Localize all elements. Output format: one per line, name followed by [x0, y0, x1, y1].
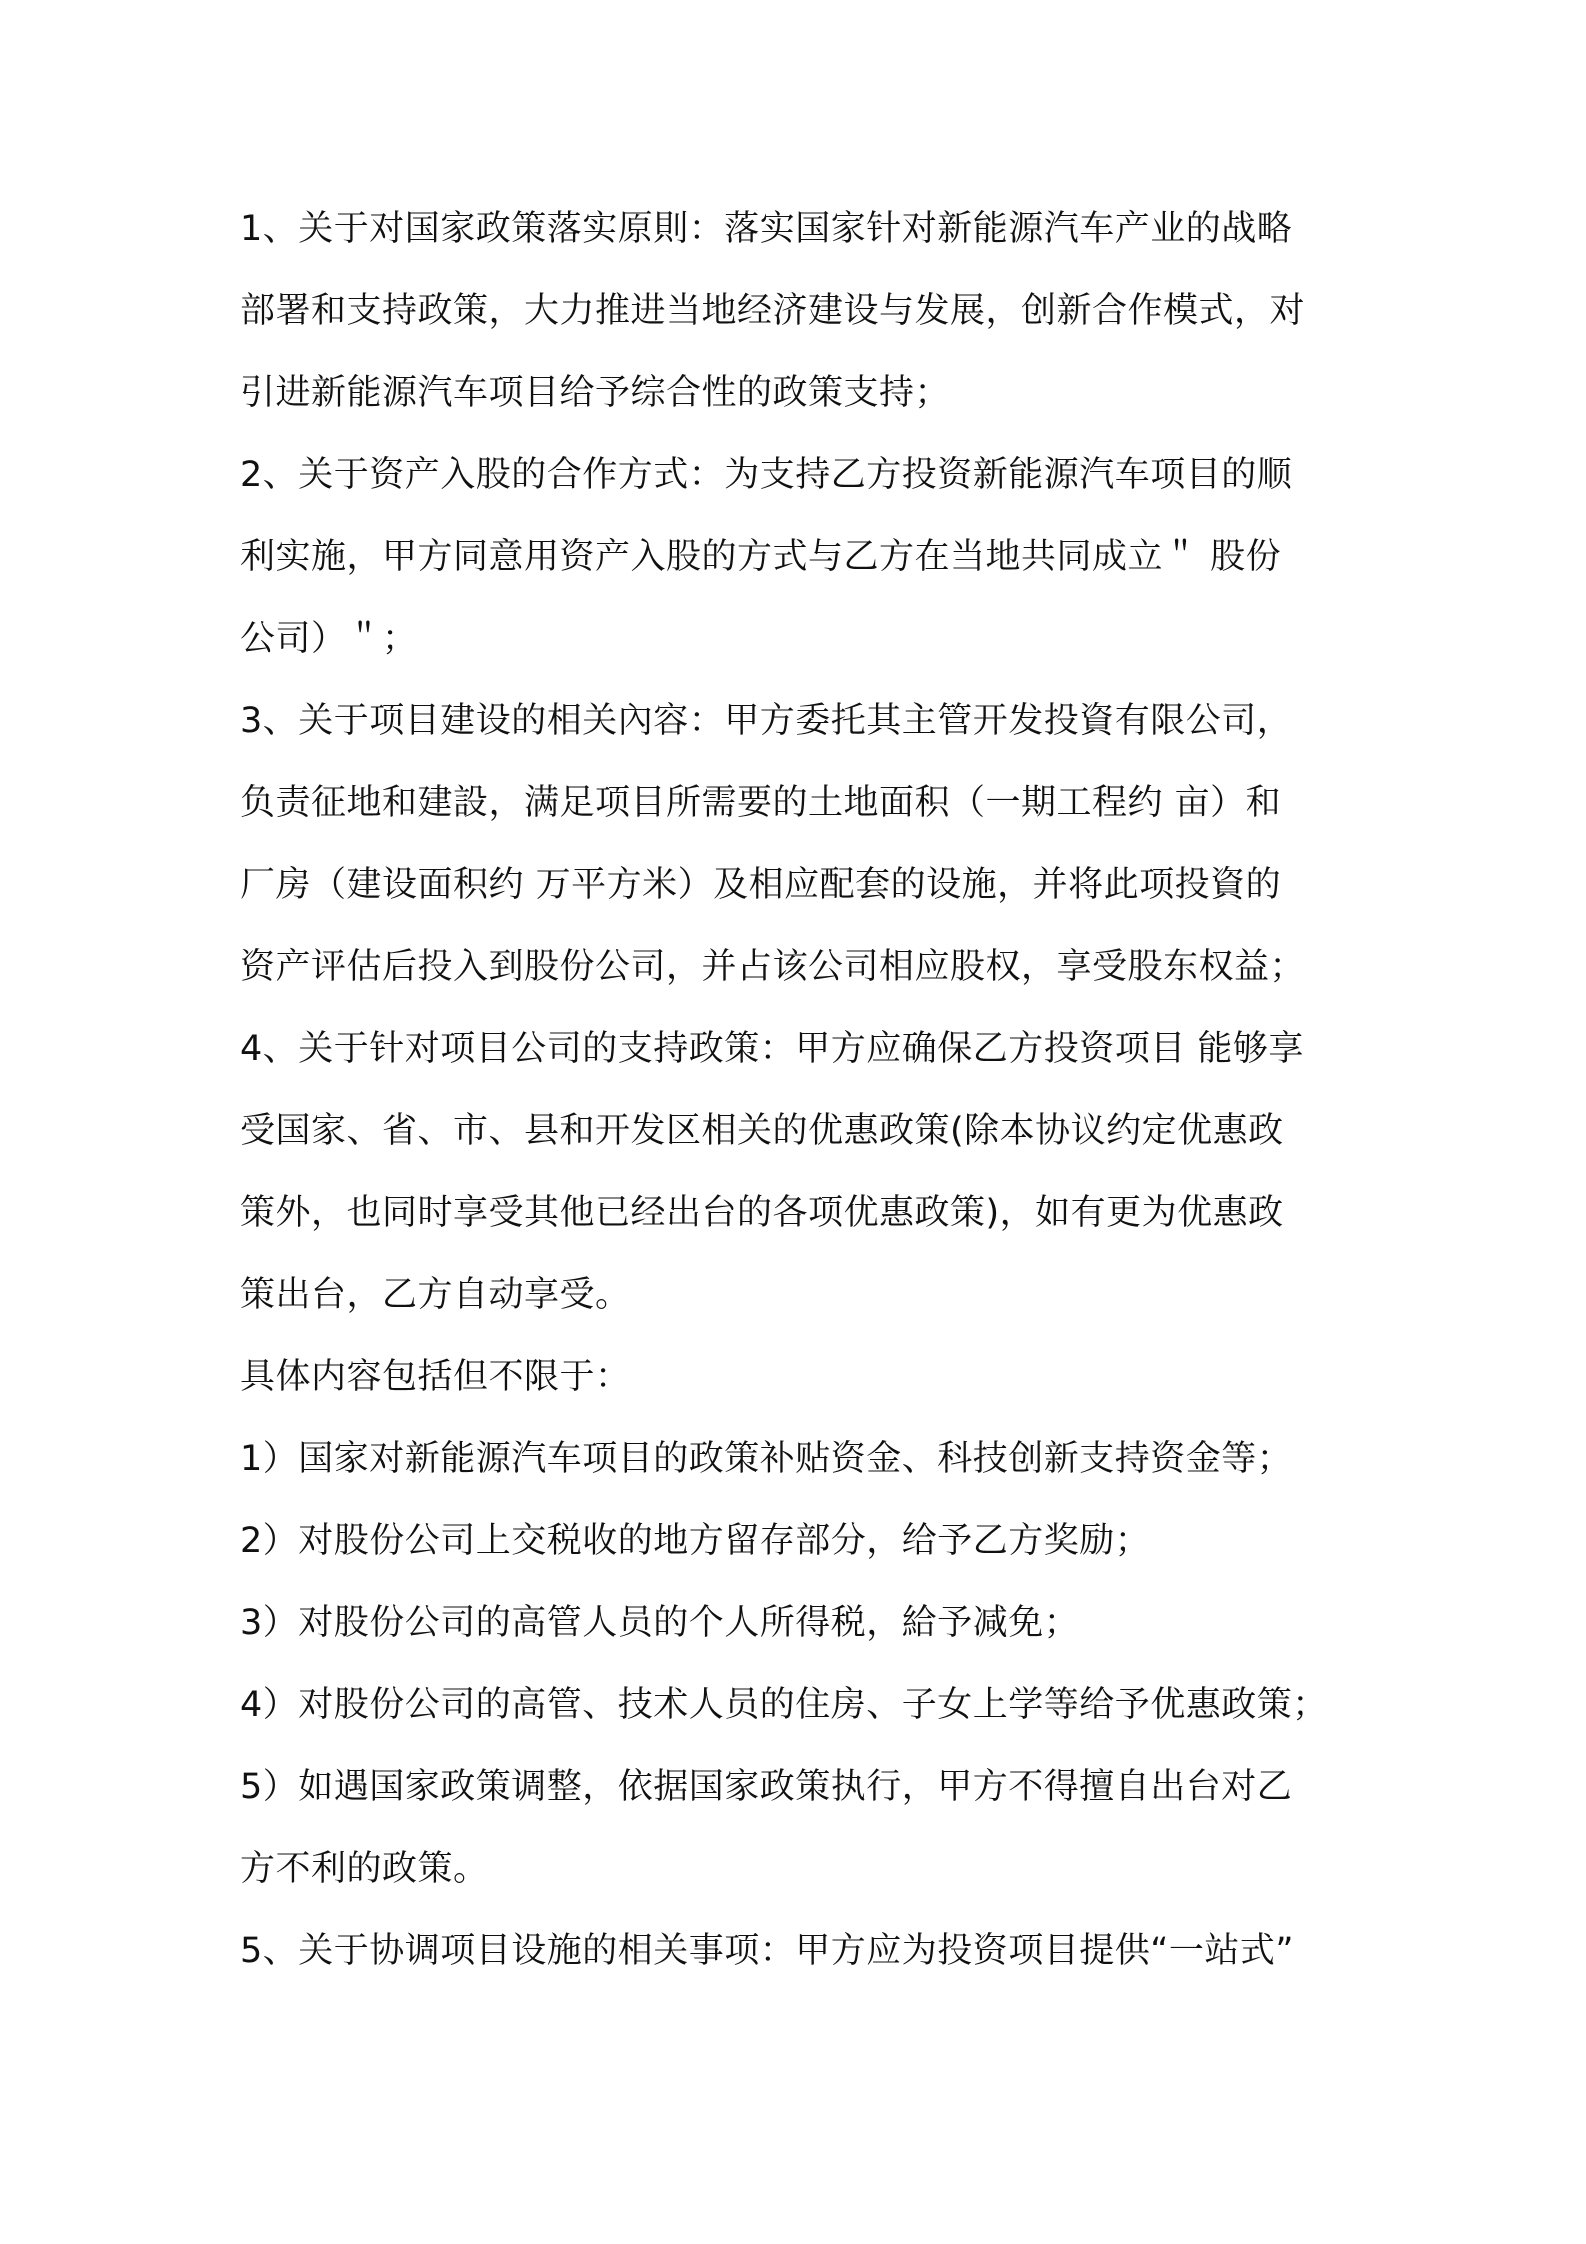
clause-1-line-3: 引进新能源汽车项目给予综合性的政策支持；	[240, 373, 951, 413]
clause-2-line-3: 公司）＂；	[240, 619, 418, 659]
clause-4-line-4: 策出台，乙方自动享受。	[240, 1275, 631, 1315]
clause-3-line-1: 3、关于项目建设的相关內容：甲方委托其主管开发投資有限公司，	[240, 701, 1293, 741]
clause-3-line-2: 负责征地和建設，满足项目所需要的土地面积（一期工程约 亩）和	[240, 783, 1282, 823]
sub-item-3: 3）对股份公司的高管人员的个人所得税，給予减免；	[240, 1603, 1080, 1643]
document-body	[240, 188, 1360, 1992]
specific-content-heading: 具体内容包括但不限于：	[240, 1357, 631, 1397]
clause-4-line-2: 受国家、省、市、县和开发区相关的优惠政策(除本协议约定优惠政	[240, 1111, 1284, 1151]
sub-item-1: 1）国家对新能源汽车项目的政策补贴资金、科技创新支持资金等；	[240, 1439, 1293, 1479]
sub-item-4: 4）对股份公司的高管、技术人员的住房、子女上学等给予优惠政策；	[240, 1685, 1328, 1725]
clause-1-line-1: 1、关于对国家政策落实原則：落实国家针对新能源汽车产业的战略	[240, 209, 1293, 249]
clause-2-line-2: 利实施，甲方同意用资产入股的方式与乙方在当地共同成立＂ 股份	[240, 537, 1282, 577]
clause-4-line-1: 4、关于针对项目公司的支持政策：甲方应确保乙方投资项目 能够享	[240, 1029, 1304, 1069]
clause-3-line-3: 厂房（建设面积约 万平方米）及相应配套的设施，并将此项投資的	[240, 865, 1282, 905]
sub-item-5-line-1: 5）如遇国家政策调整，依据国家政策执行，甲方不得擅自出台对乙	[240, 1767, 1293, 1807]
clause-4-line-3: 策外，也同时享受其他已经出台的各项优惠政策)，如有更为优惠政	[240, 1193, 1284, 1233]
clause-1-line-2: 部署和支持政策，大力推进当地经济建设与发展，创新合作模式，对	[240, 291, 1306, 331]
clause-5-line-1: 5、关于协调项目设施的相关事项：甲方应为投资项目提供“一站式”	[240, 1931, 1295, 1971]
clause-2-line-1: 2、关于资产入股的合作方式：为支持乙方投资新能源汽车项目的顺	[240, 455, 1293, 495]
sub-item-5-line-2: 方不利的政策。	[240, 1849, 489, 1889]
clause-3-line-4: 资产评估后投入到股份公司，并占该公司相应股权，享受股东权益；	[240, 947, 1306, 987]
sub-item-2: 2）对股份公司上交税收的地方留存部分，给予乙方奖励；	[240, 1521, 1151, 1561]
